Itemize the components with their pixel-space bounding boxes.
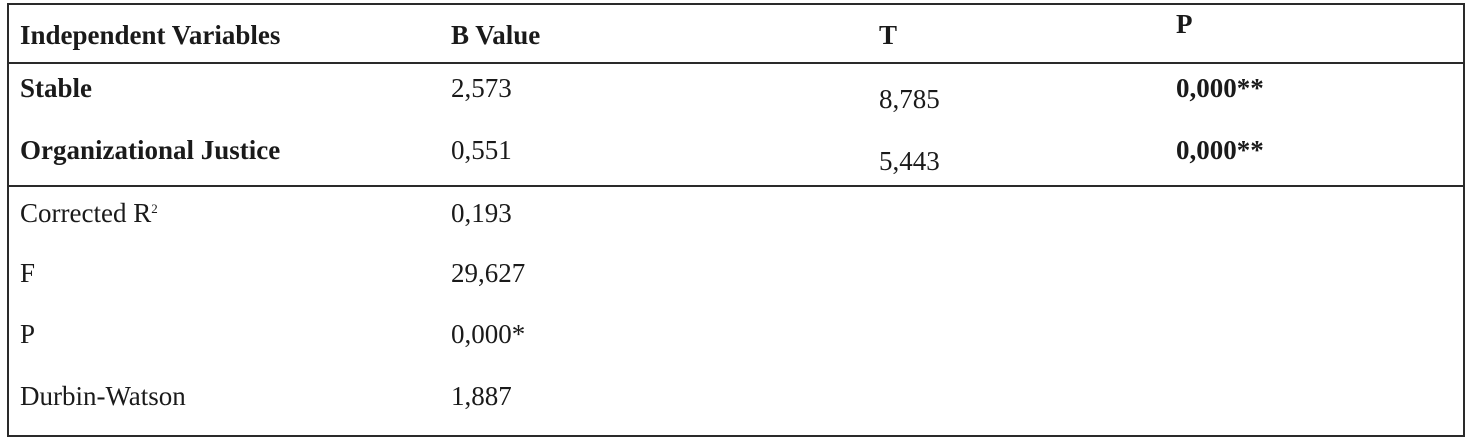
summary-p-label: P (20, 319, 36, 349)
header-p: P (1176, 9, 1193, 39)
summary-f-label: F (20, 258, 36, 288)
row-organizational-justice-label: Organizational Justice (20, 135, 281, 165)
superscript-2: 2 (151, 201, 158, 216)
row-stable-label: Stable (20, 73, 93, 103)
header-b-value: B Value (451, 20, 541, 50)
header-divider (7, 62, 1465, 64)
summary-corrected-r2-value: 0,193 (451, 198, 512, 228)
row-stable-b-value: 2,573 (451, 73, 512, 103)
row-stable-t: 8,785 (879, 84, 940, 114)
summary-corrected-r2-label: Corrected $R^2$ (20, 198, 158, 228)
coefficients-divider (7, 185, 1465, 187)
row-organizational-justice-p: 0,000** (1176, 135, 1264, 165)
row-organizational-justice-t: 5,443 (879, 146, 940, 176)
summary-f-value: 29,627 (451, 258, 526, 288)
regression-table (7, 3, 1465, 437)
summary-durbin-watson-label: Durbin-Watson (20, 381, 186, 411)
row-organizational-justice-b-value: 0,551 (451, 135, 512, 165)
summary-p-value: 0,000* (451, 319, 526, 349)
row-stable-p: 0,000** (1176, 73, 1264, 103)
header-independent-variables: Independent Variables (20, 20, 281, 50)
summary-durbin-watson-value: 1,887 (451, 381, 512, 411)
header-t: T (879, 20, 898, 50)
